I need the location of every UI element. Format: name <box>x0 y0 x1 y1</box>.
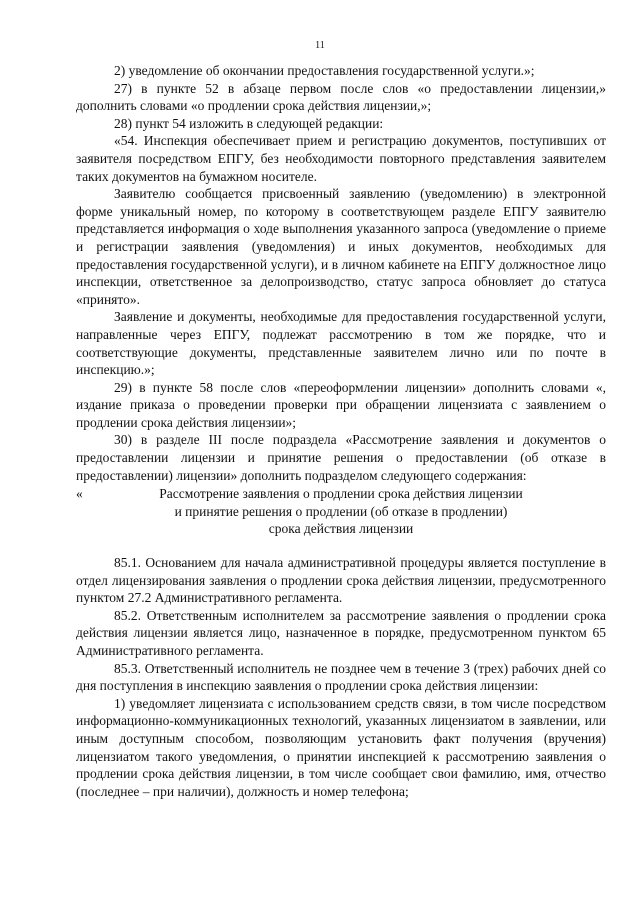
paragraph: 30) в разделе III после подраздела «Рассмотрение заявления и документов о предоставлении лицензии и принятие решения о предоставлении (об отказе в предоставлении) лицензии» дополнить подразделом следующего содержания: <box>76 432 606 483</box>
heading-line: Рассмотрение заявления о продлении срока действия лицензии <box>159 486 523 502</box>
page-number: 11 <box>315 40 325 51</box>
document-body <box>76 62 606 800</box>
opening-quote: « <box>76 486 83 502</box>
paragraph: 85.3. Ответственный исполнитель не позднее чем в течение 3 (трех) рабочих дней со дня поступления в инспекцию заявления о продлении срока действия лицензии: <box>76 660 606 694</box>
blank-line <box>76 538 606 554</box>
paragraph: 85.2. Ответственным исполнителем за рассмотрение заявления о продлении срока действия лицензии является лицо, назначенное в порядке, предусмотренном пунктом 65 Административного регламента. <box>76 607 606 658</box>
paragraph: Заявителю сообщается присвоенный заявлению (уведомлению) в электронной форме уникальный номер, по которому в соответствующем разделе ЕПГУ заявителю представляется информация о ходе выполнения указанного запроса (уведомление о приеме и регистрации заявления (уведомления) и иных документов, необходимых для предоставления государственной услуги), и в личном кабинете на ЕПГУ должностное лицо инспекции, ответственное за делопроизводство, статус запроса обновляет до статуса «принято». <box>76 186 606 307</box>
heading-line: и принятие решения о продлении (об отказе в продлении) <box>174 503 508 519</box>
paragraph: «54. Инспекция обеспечивает прием и регистрацию документов, поступивших от заявителя посредством ЕПГУ, без необходимости повторного представления заявителем таких документов на бумажном носителе. <box>76 133 606 184</box>
paragraph: 2) уведомление об окончании предоставления государственной услуги.»; <box>114 63 535 78</box>
paragraph: Заявление и документы, необходимые для предоставления государственной услуги, направленные через ЕПГУ, подлежат рассмотрению в том же порядке, что и соответствующие документы, представленные заявителем лично или по почте в инспекцию.»; <box>76 309 606 378</box>
paragraph: 29) в пункте 58 после слов «переоформлении лицензии» дополнить словами «, издание приказа о проведении проверки при обращении лицензиата с заявлением о продлении срока действия лицензии»; <box>76 379 606 430</box>
heading-line: срока действия лицензии <box>268 521 414 537</box>
paragraph: 85.1. Основанием для начала административной процедуры является поступление в отдел лицензирования заявления о продлении срока действия лицензии, предусмотренного пунктом 27.2 Административного регламента. <box>76 555 606 606</box>
paragraph: 28) пункт 54 изложить в следующей редакции: <box>114 115 384 131</box>
subsection-heading <box>76 484 606 538</box>
paragraph: 27) в пункте 52 в абзаце первом после слов «о предоставлении лицензии,» дополнить словами «о продлении срока действия лицензии,»; <box>76 80 606 114</box>
paragraph: 1) уведомляет лицензиата с использованием средств связи, в том числе посредством информационно-коммуникационных технологий, указанных лицензиатом в заявлении, или иным доступным способом, позволяющим установить факт получения (вручения) лицензиатом такого уведомления, о принятии инспекцией к рассмотрению заявления о продлении срока действия лицензии, в том числе сообщает свои фамилию, имя, отчество (последнее – при наличии), должность и номер телефона; <box>76 695 606 799</box>
